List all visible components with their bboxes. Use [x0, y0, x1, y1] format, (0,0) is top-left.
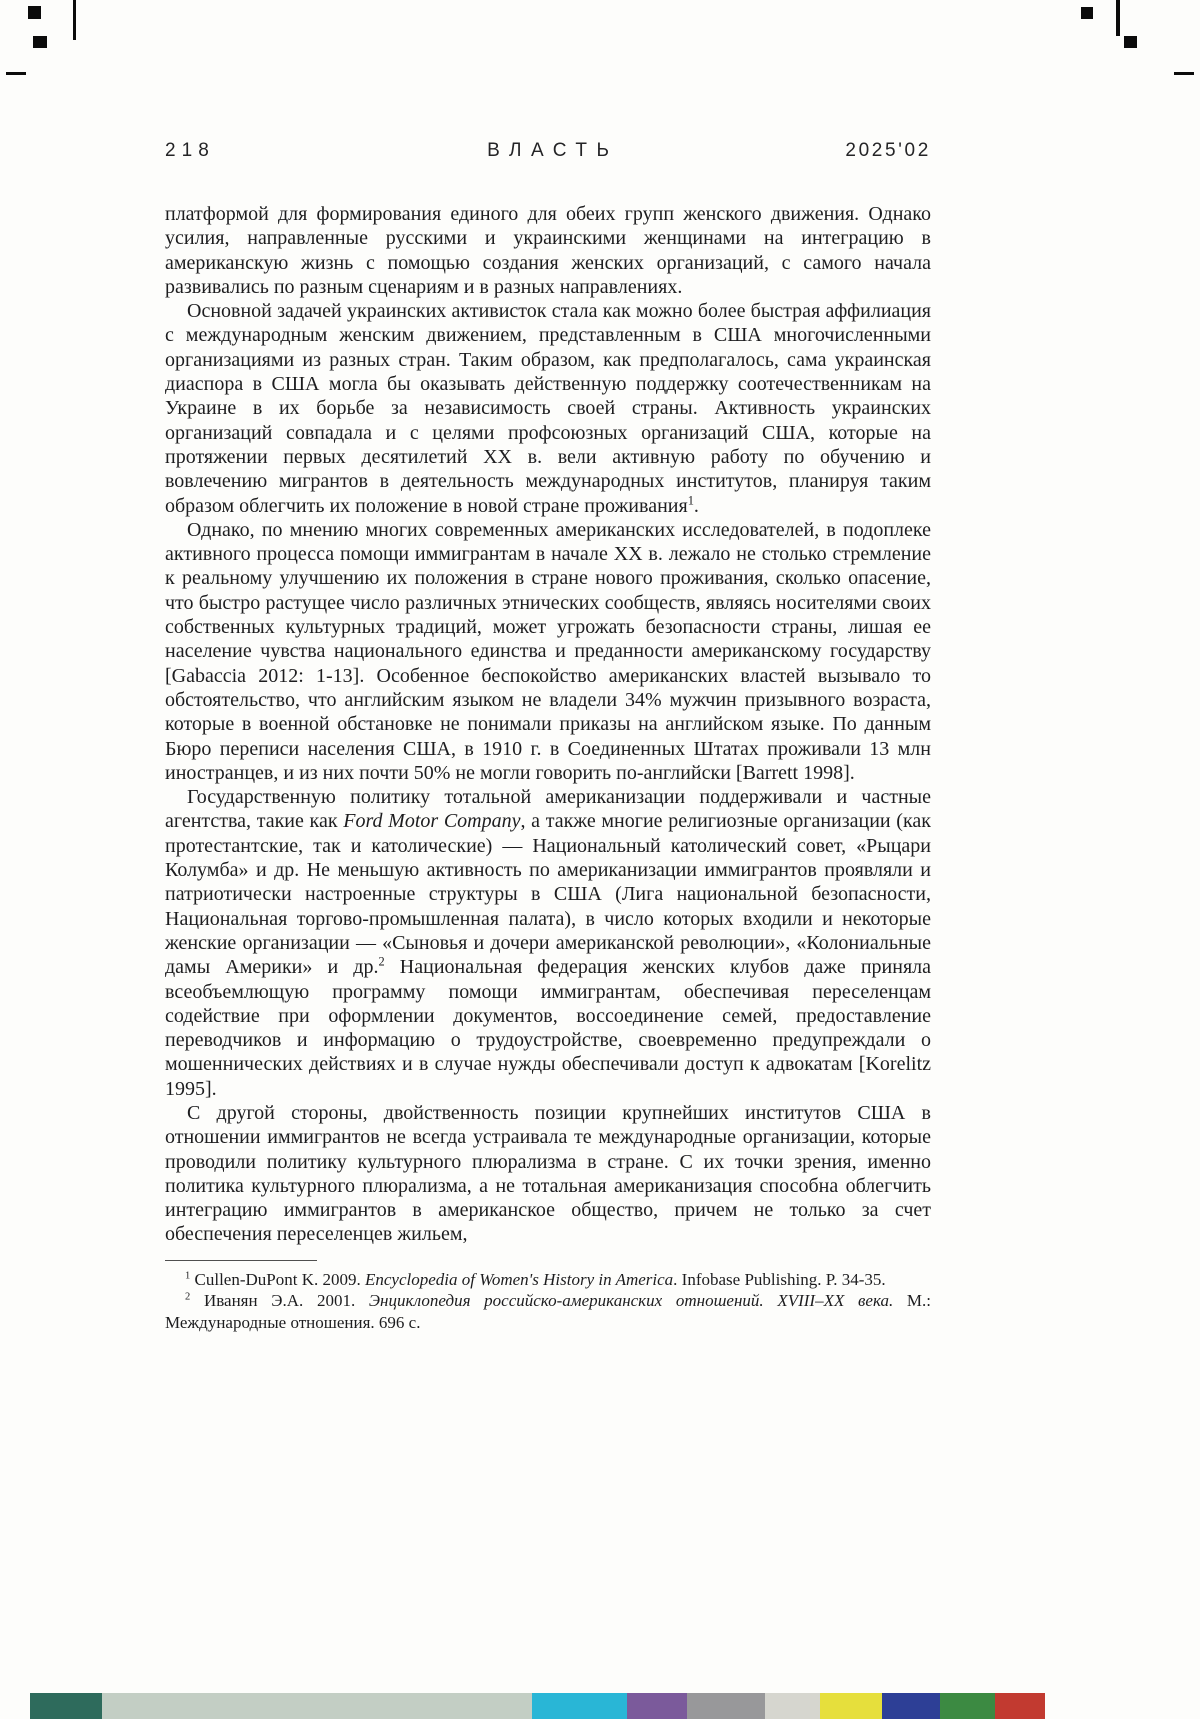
text-run: М.: Международные отношения. 696 с. [165, 1291, 932, 1332]
registration-mark [6, 72, 26, 75]
superscript-ref: 1 [687, 492, 694, 507]
text-run: . [693, 494, 699, 517]
footnote [165, 1290, 931, 1333]
color-bar-segment [102, 1693, 532, 1719]
italic-run: Энциклопедия российско-американских отношений. XVIII–XX века. [368, 1291, 894, 1311]
color-bar-segment [882, 1693, 940, 1719]
color-bar-segment [532, 1693, 627, 1719]
text-run: С другой стороны, двойственность позиции крупнейших институтов США в отношении иммигрантов не всегда устраивала те международные организации, которые проводили политику культурного плюрализма в стране. С их точки зрения, именно политика культурного плюрализма, а не тотальная американизация способна облегчить интеграцию иммигрантов в американское общество, причем не только за счет обеспечения переселенцев жильем, [165, 1101, 931, 1246]
page-header [165, 140, 931, 166]
text-run: . Infobase Publishing. P. 34-35. [673, 1269, 886, 1289]
registration-mark [1174, 72, 1194, 75]
italic-run: Encyclopedia of Women's History in America [365, 1269, 674, 1289]
footnote-divider [165, 1260, 317, 1261]
body-paragraph [165, 299, 931, 518]
color-bar-segment [30, 1693, 102, 1719]
text-run: Однако, по мнению многих современных американских исследователей, в подоплеке активного процесса помощи иммигрантам в начале XX в. лежало не столько стремление к реальному улучшению их положения в стране нового проживания, сколько опасение, что быстро растущее число различных этнических сообществ, являясь носителями своих собственных культурных традиций, может угрожать безопасности страны, лишая ее население чувства национального единства и преданности американскому государству [Gabaccia 2012: 1-13]. Особенное беспокойство американских властей вызывало то обстоятельство, что английским языком не владели 34% мужчин призывного возраста, которые в военной обстановке не понимали приказы на английском языке. По данным Бюро переписи населения США, в 1910 г. в Соединенных Штатах проживали 13 млн иностранцев, и из них почти 50% не могли говорить по-английски [Barrett 1998]. [165, 518, 931, 784]
footnotes-section [165, 1269, 931, 1334]
page-number: 218 [165, 140, 215, 161]
text-run: Национальная федерация женских клубов даже приняла всеобъемлющую программу помощи иммигрантам, обеспечивая переселенцам содействие при оформлении документов, воссоединение семей, предоставление переводчиков и информацию о трудоустройстве, своевременно предупреждали о мошеннических действиях и в случае нужды обеспечивали доступ к адвокатам [Korelitz 1995]. [165, 956, 932, 1100]
color-bar-segment [940, 1693, 995, 1719]
registration-mark [1124, 36, 1137, 48]
footnote [165, 1269, 931, 1291]
color-bar-segment [627, 1693, 687, 1719]
registration-mark [1081, 7, 1093, 19]
text-run: платформой для формирования единого для обеих групп женского движения. Однако усилия, направленные русскими и украинскими женщинами на интеграцию в американскую жизнь с помощью создания женских организаций, с самого начала развивались по разным сценариям и в разных направлениях. [165, 203, 931, 298]
color-bar-segment [995, 1693, 1045, 1719]
color-bar-segment [820, 1693, 882, 1719]
body-paragraph [165, 202, 931, 299]
text-run: , а также многие религиозные организации (как протестантские, так и католические) — Национальный католический совет, «Рыцари Колумба» и др. Не меньшую активность по американизации иммигрантов проявляли и патриотически настроенные структуры в США (Лига национальной безопасности, Национальная торгово-промышленная палата), в число которых входили и некоторые женские организации — «Сыновья и дочери американской революции», «Колониальные дамы Америки» и др. [165, 810, 931, 979]
body-paragraph [165, 518, 931, 785]
registration-mark [1116, 0, 1120, 36]
registration-mark [28, 6, 41, 19]
scanner-color-calibration-bar [30, 1693, 1045, 1719]
journal-title: ВЛАСТЬ [487, 140, 619, 161]
issue-number: 2025'02 [845, 140, 931, 161]
superscript-ref: 2 [185, 1291, 191, 1303]
article-body [165, 202, 931, 1247]
text-run: Государственную политику тотальной американизации поддерживали и частные агентства, такие как [165, 786, 931, 833]
superscript-ref: 1 [185, 1270, 191, 1282]
text-run: Основной задачей украинских активисток стала как можно более быстрая аффилиация с международным женским движением, представленным в США многочисленными организациями из разных стран. Таким образом, как предполагалось, сама украинская диаспора в США могла бы оказывать действенную поддержку соотечественникам на Украине в их борьбе за независимость своей страны. Активность украинских организаций совпадала и с целями профсоюзных организаций США, которые на протяжении первых десятилетий XX в. вели активную работу по обучению и вовлечению мигрантов в деятельность международных институтов, планируя таким образом облегчить их положение в новой стране проживания [165, 300, 931, 517]
body-paragraph [165, 785, 931, 1101]
italic-run: Ford Motor Company [343, 810, 521, 833]
text-run: Иванян Э.А. 2001. [190, 1291, 369, 1311]
superscript-ref: 2 [378, 954, 385, 969]
registration-mark [73, 0, 76, 40]
text-run: Cullen-DuPont K. 2009. [190, 1269, 365, 1289]
color-bar-segment [765, 1693, 820, 1719]
text-column [165, 140, 931, 1334]
color-bar-segment [687, 1693, 765, 1719]
registration-mark [33, 36, 47, 48]
body-paragraph [165, 1101, 931, 1247]
